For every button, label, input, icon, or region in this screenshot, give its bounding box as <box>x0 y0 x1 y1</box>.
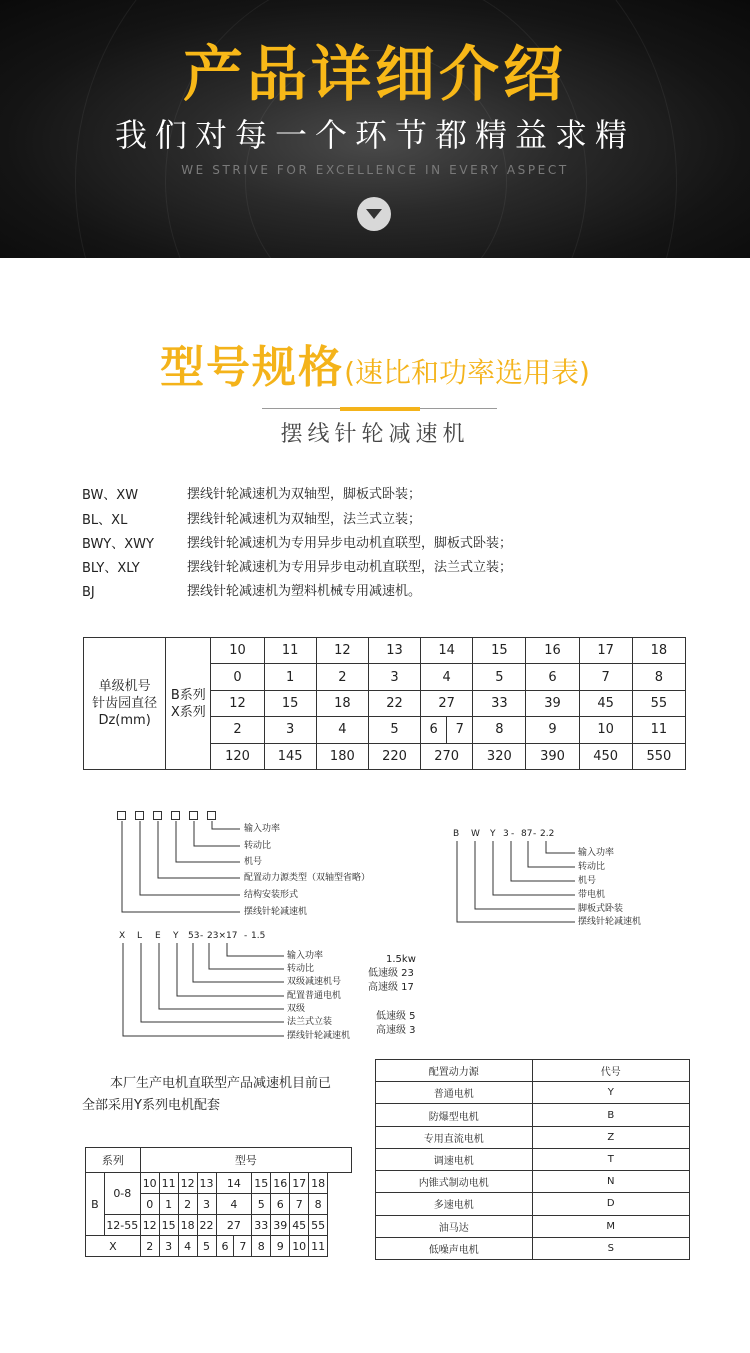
table-cell: 15 <box>473 638 526 664</box>
diagram-label: 脚板式卧装 <box>578 904 624 914</box>
table-cell: 15 <box>252 1173 271 1194</box>
table-cell: X <box>86 1236 141 1257</box>
table-cell: 550 <box>632 743 685 769</box>
table-cell: S <box>532 1237 690 1259</box>
table-cell: 5 <box>473 664 526 690</box>
table-row <box>86 1148 352 1173</box>
table-cell: 9 <box>526 717 579 743</box>
table-cell: 系列 <box>86 1148 141 1173</box>
table-cell: 3 <box>159 1236 178 1257</box>
table-cell: 16 <box>526 638 579 664</box>
table-cell: 18 <box>309 1173 328 1194</box>
table-cell: 6 <box>526 664 579 690</box>
table-cell: 调速电机 <box>376 1148 533 1170</box>
table-cell: 270 <box>421 743 473 769</box>
left-label: 单级机号 <box>98 679 151 694</box>
model-code: BWY、XWY <box>82 537 154 552</box>
table-cell: 12 <box>178 1173 197 1194</box>
table-row <box>376 1060 690 1082</box>
table-cell: 12 <box>211 690 264 716</box>
factory-note-line: 全部采用Y系列电机配套 <box>82 1098 220 1113</box>
diagram-label: 带电机 <box>578 890 606 900</box>
note-speed: 高速级 17 <box>368 982 414 993</box>
diagram-code: 53 <box>188 931 200 941</box>
table-cell: 8 <box>252 1236 271 1257</box>
table-cell: 17 <box>579 638 632 664</box>
table-cell: 6 <box>271 1194 290 1215</box>
table-cell: 3 <box>197 1194 216 1215</box>
table-cell: B <box>86 1173 105 1236</box>
table-cell: 0 <box>211 664 264 690</box>
table-cell: 39 <box>526 690 579 716</box>
diagram-label: 输入功率 <box>287 951 324 961</box>
table-cell: D <box>532 1193 690 1215</box>
table-cell: 7 <box>290 1194 309 1215</box>
table-cell: 10 <box>579 717 632 743</box>
code-box <box>117 811 126 820</box>
table-cell: 14 <box>421 638 473 664</box>
table-cell: 4 <box>216 1194 252 1215</box>
diagram-label: 输入功率 <box>578 848 615 858</box>
table-cell: 油马达 <box>376 1215 533 1237</box>
table-cell: 14 <box>216 1173 252 1194</box>
table-cell: 11 <box>264 638 316 664</box>
table-cell: 27 <box>421 690 473 716</box>
table-cell: 33 <box>252 1215 271 1236</box>
diagram-label: 摆线针轮减速机 <box>578 917 642 927</box>
separator: - <box>200 931 204 941</box>
banner-subtitle: 我们对每一个环节都精益求精 <box>114 116 635 154</box>
diagram-code: B <box>453 829 460 839</box>
code-box <box>135 811 144 820</box>
model-desc: 摆线针轮减速机为专用异步电动机直联型，法兰式立装； <box>187 560 513 575</box>
table-cell: 防爆型电机 <box>376 1104 533 1126</box>
model-code: BJ <box>82 585 95 600</box>
diagram-label: 转动比 <box>244 841 272 851</box>
diagram-code: 2.2 <box>540 829 555 839</box>
table-cell: 12 <box>316 638 368 664</box>
table-cell: 22 <box>197 1215 216 1236</box>
table-row <box>376 1126 690 1148</box>
section-title-main: 型号规格 <box>160 342 345 393</box>
table-cell: 3 <box>368 664 420 690</box>
diagram-label: 转动比 <box>287 964 315 974</box>
table-cell: 0-8 <box>104 1173 140 1215</box>
table-cell: 2 <box>211 717 264 743</box>
diagram-code: W <box>471 829 480 839</box>
table-cell: T <box>532 1148 690 1170</box>
table-cell: 55 <box>632 690 685 716</box>
left-label: Dz(mm) <box>98 713 151 728</box>
table-row <box>376 1148 690 1170</box>
banner-subtitle-en: WE STRIVE FOR EXCELLENCE IN EVERY ASPECT <box>181 163 569 177</box>
table-cell: 内锥式制动电机 <box>376 1171 533 1193</box>
table-cell: 6 <box>216 1236 234 1257</box>
table-cell: 7 <box>579 664 632 690</box>
table-cell: 17 <box>290 1173 309 1194</box>
table-cell: 33 <box>473 690 526 716</box>
code-box <box>189 811 198 820</box>
diagram-code: X <box>119 931 126 941</box>
table-cell: 16 <box>271 1173 290 1194</box>
note-speed: 低速级 5 <box>376 1011 416 1022</box>
table-cell: 8 <box>309 1194 328 1215</box>
table-cell: 10 <box>140 1173 159 1194</box>
table-cell: 1 <box>264 664 316 690</box>
model-code: BLY、XLY <box>82 561 140 576</box>
diagram-code: E <box>155 931 161 941</box>
table-cell: 6 <box>421 717 447 743</box>
table-cell: 450 <box>579 743 632 769</box>
diagram-label: 法兰式立装 <box>287 1017 333 1027</box>
table-cell: 180 <box>316 743 368 769</box>
diagram-label: 摆线针轮减速机 <box>287 1031 351 1041</box>
series-label: B系列 <box>170 687 206 703</box>
table-cell: B <box>532 1104 690 1126</box>
table-cell: 120 <box>211 743 264 769</box>
table-cell: 27 <box>216 1215 252 1236</box>
separator: - <box>533 829 537 839</box>
diagram-label: 双级 <box>287 1004 306 1014</box>
table-cell: 12 <box>140 1215 159 1236</box>
table-cell: Z <box>532 1126 690 1148</box>
table-cell: 3 <box>264 717 316 743</box>
diagram-code: 3 <box>503 829 509 839</box>
diagram-label: 转动比 <box>578 862 606 872</box>
table-cell: 4 <box>178 1236 197 1257</box>
left-label: 针齿园直径 <box>92 696 158 711</box>
table-row <box>376 1171 690 1193</box>
table-row <box>86 1215 352 1236</box>
table-row <box>376 1082 690 1104</box>
table-row <box>376 1193 690 1215</box>
table-cell: 多速电机 <box>376 1193 533 1215</box>
series-label: X系列 <box>170 704 206 720</box>
table-row <box>86 1236 352 1257</box>
table-cell: 13 <box>368 638 420 664</box>
table-cell: 5 <box>368 717 420 743</box>
table-cell: 11 <box>309 1236 328 1257</box>
note-power: 1.5kw <box>386 954 416 965</box>
table-cell: N <box>532 1171 690 1193</box>
table-cell: 18 <box>178 1215 197 1236</box>
table-cell: 型号 <box>140 1148 351 1173</box>
table-cell: 390 <box>526 743 579 769</box>
table-cell: 18 <box>316 690 368 716</box>
model-desc: 摆线针轮减速机为塑料机械专用减速机。 <box>187 584 422 599</box>
diagram-label: 机号 <box>578 876 597 886</box>
model-desc: 摆线针轮减速机为双轴型，法兰式立装； <box>187 512 422 527</box>
table-cell: 普通电机 <box>376 1082 533 1104</box>
diagram-code: 23×17 <box>207 931 238 941</box>
table-cell: 11 <box>159 1173 178 1194</box>
diagram-code: Y <box>173 931 179 941</box>
diagram-label: 结构安装形式 <box>244 890 299 900</box>
table-cell: 5 <box>252 1194 271 1215</box>
table-cell: 0 <box>140 1194 159 1215</box>
model-desc: 摆线针轮减速机为双轴型，脚板式卧装； <box>187 487 422 502</box>
table-cell: 8 <box>473 717 526 743</box>
diagram-code: 87 <box>521 829 533 839</box>
table-cell: 4 <box>316 717 368 743</box>
code-box <box>207 811 216 820</box>
table-cell: 145 <box>264 743 316 769</box>
table-cell: 代号 <box>532 1060 690 1082</box>
table-cell: 2 <box>178 1194 197 1215</box>
table-cell: 45 <box>290 1215 309 1236</box>
table-cell: 15 <box>264 690 316 716</box>
section-subtitle: 摆线针轮减速机 <box>280 422 470 447</box>
table-cell: 45 <box>579 690 632 716</box>
diagram-label: 配置普通电机 <box>287 991 342 1001</box>
diagram-label: 双级减速机号 <box>287 977 342 987</box>
table-cell: 配置动力源 <box>376 1060 533 1082</box>
table-cell: 7 <box>234 1236 252 1257</box>
power-source-table <box>375 1059 690 1260</box>
diagram-code: Y <box>490 829 496 839</box>
table-row <box>376 1215 690 1237</box>
table-cell: 9 <box>271 1236 290 1257</box>
table-cell: 1 <box>159 1194 178 1215</box>
separator: - <box>511 829 515 839</box>
table-row <box>86 1173 352 1194</box>
table-cell: 2 <box>140 1236 159 1257</box>
note-speed: 低速级 23 <box>368 968 414 979</box>
table-cell: 低噪声电机 <box>376 1237 533 1259</box>
table-cell: 55 <box>309 1215 328 1236</box>
table-cell: 7 <box>447 717 473 743</box>
diagram-label: 摆线针轮减速机 <box>244 907 308 917</box>
factory-note-line: 本厂生产电机直联型产品减速机目前已 <box>110 1076 332 1091</box>
diagram-label: 配置动力源类型（双轴型省略） <box>244 873 371 883</box>
table-cell: 11 <box>632 717 685 743</box>
table-cell: 12-55 <box>104 1215 140 1236</box>
banner-title: 产品详细介绍 <box>183 40 567 110</box>
note-speed: 高速级 3 <box>376 1025 416 1036</box>
separator: - <box>244 931 248 941</box>
table-cell: 320 <box>473 743 526 769</box>
table-cell: 专用直流电机 <box>376 1126 533 1148</box>
table-cell: 22 <box>368 690 420 716</box>
section-title-paren: (速比和功率选用表) <box>344 356 590 389</box>
table-cell: 8 <box>632 664 685 690</box>
model-desc: 摆线针轮减速机为专用异步电动机直联型，脚板式卧装； <box>187 536 513 551</box>
table-cell: 220 <box>368 743 420 769</box>
model-code: BL、XL <box>82 513 128 528</box>
model-code: BW、XW <box>82 488 139 503</box>
table-cell: 18 <box>632 638 685 664</box>
table-row <box>376 1104 690 1126</box>
table-cell: M <box>532 1215 690 1237</box>
table-cell: 10 <box>290 1236 309 1257</box>
table-cell: 15 <box>159 1215 178 1236</box>
factory-note <box>82 1073 372 1117</box>
code-box <box>153 811 162 820</box>
table-cell: 5 <box>197 1236 216 1257</box>
diagram-code: 1.5 <box>251 931 266 941</box>
code-box <box>171 811 180 820</box>
table-cell: 39 <box>271 1215 290 1236</box>
diagram-code: L <box>137 931 143 941</box>
table-cell: 2 <box>316 664 368 690</box>
diagram-label: 输入功率 <box>244 824 281 834</box>
table-row <box>376 1237 690 1259</box>
table-cell: 13 <box>197 1173 216 1194</box>
diagram-label: 机号 <box>244 857 263 867</box>
table-cell: 10 <box>211 638 264 664</box>
table-cell: Y <box>532 1082 690 1104</box>
table-cell: 4 <box>421 664 473 690</box>
series-model-table <box>85 1147 352 1257</box>
